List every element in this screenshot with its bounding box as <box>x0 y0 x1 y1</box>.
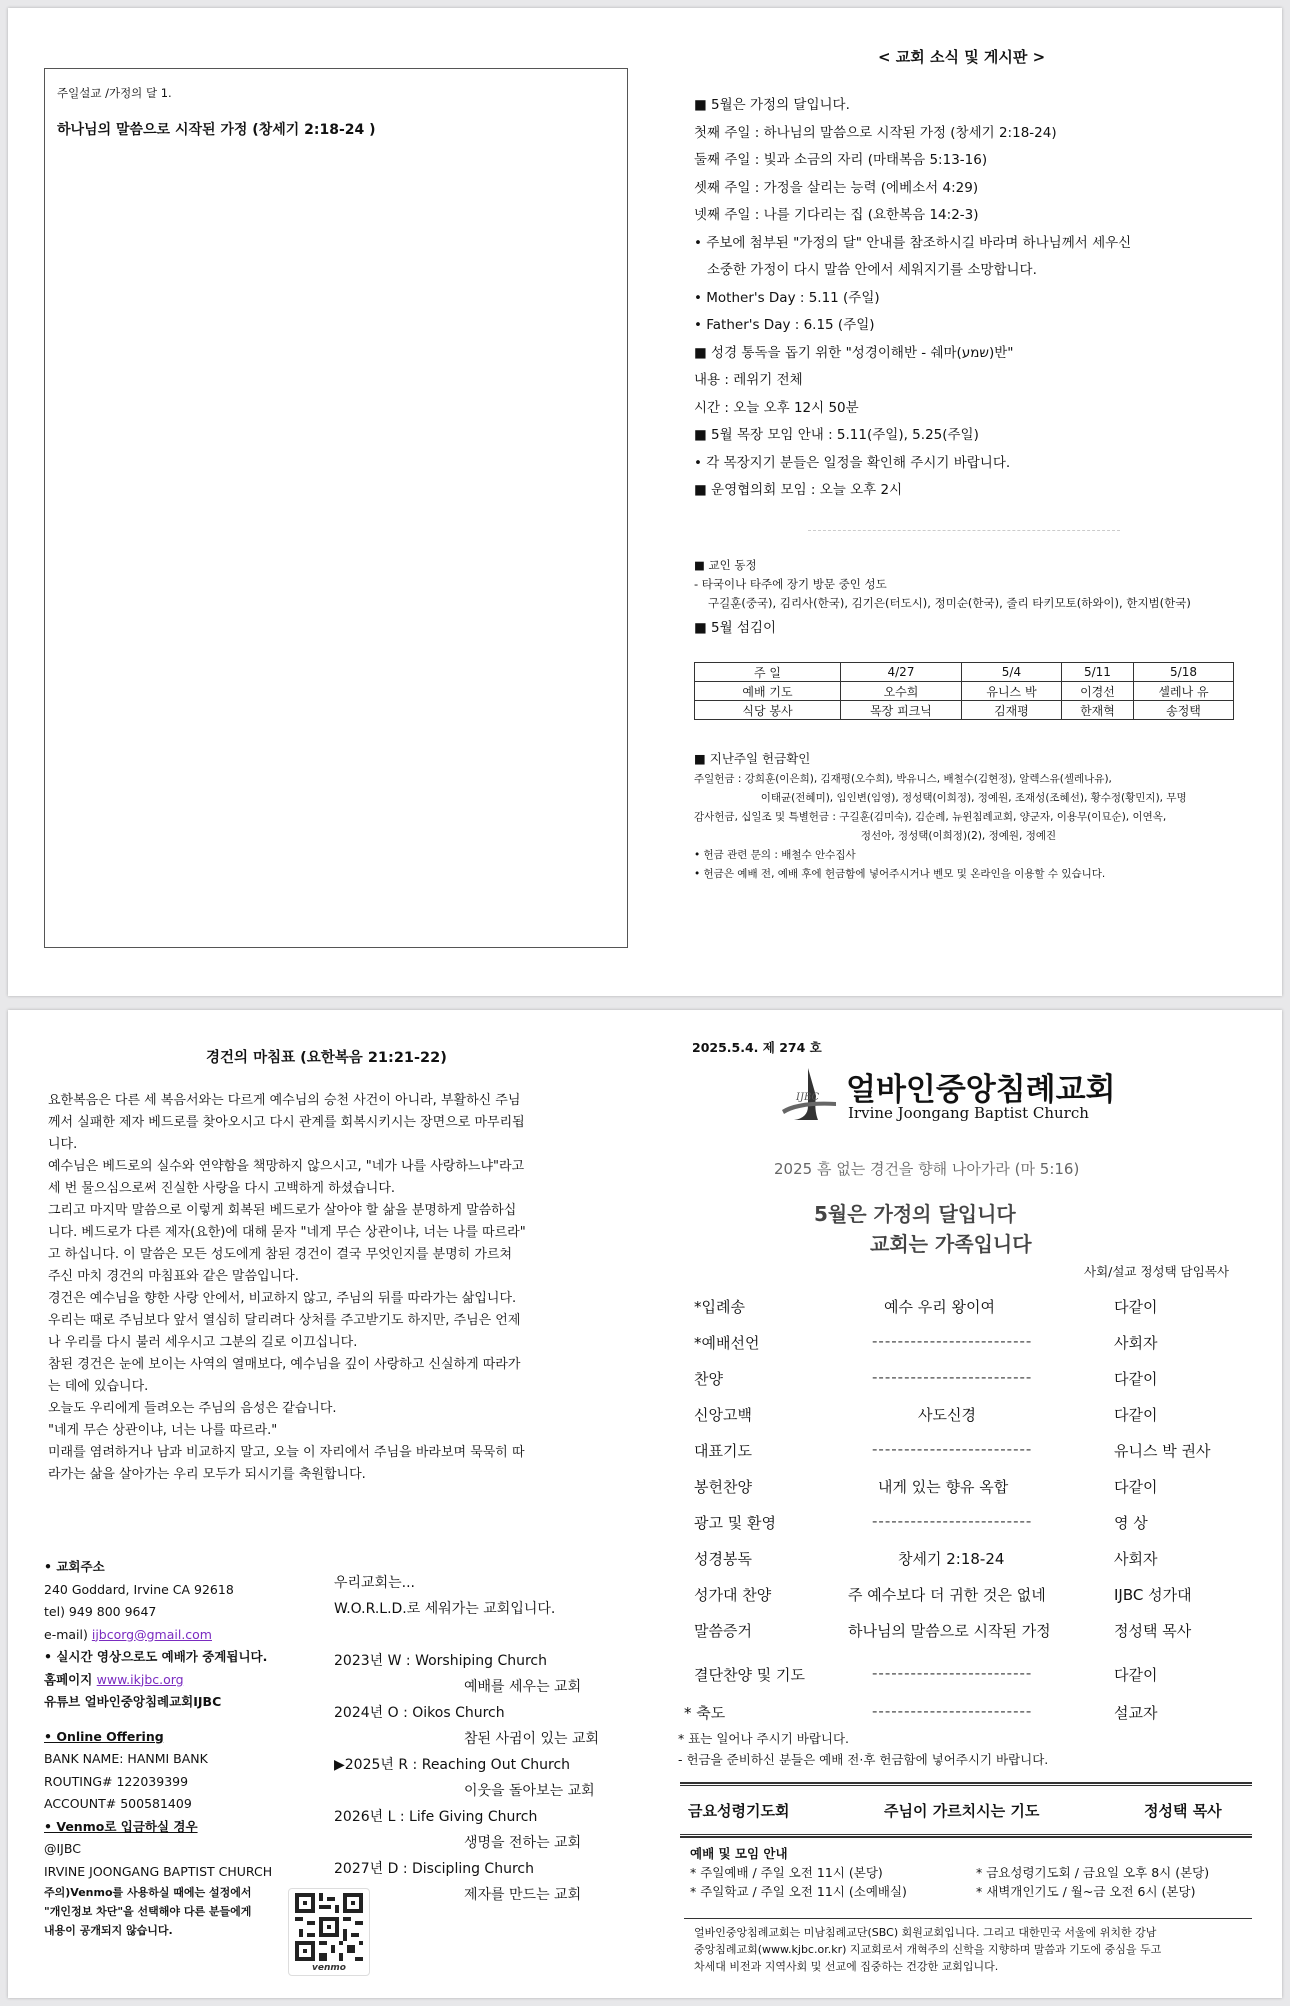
order-row <box>684 1702 1244 1726</box>
order-row <box>684 1296 1244 1320</box>
homepage-link[interactable]: www.ikjbc.org <box>96 1671 184 1687</box>
venmo-note: 내용이 공개되지 않습니다. <box>44 1924 173 1937</box>
order-content: ------------------------- <box>872 1702 1033 1720</box>
news-title: < 교회 소식 및 게시판 > <box>878 48 1046 66</box>
homepage-label: 홈페이지 <box>44 1671 97 1687</box>
prayer-band <box>680 1792 1252 1828</box>
yearly-motto: 2025 흠 없는 경건을 향해 나아가라 (마 5:16) <box>774 1160 1080 1178</box>
world-year: ▶2025년 R : Reaching Out Church <box>334 1757 571 1773</box>
table-header-row <box>695 663 1234 682</box>
sermon-title: 하나님의 말씀으로 시작된 가정 (창세기 2:18-24 ) <box>57 122 376 138</box>
news-line: 셋째 주일 : 가정을 살리는 능력 (에베소서 4:29) <box>694 179 979 196</box>
prayer-band-left: 금요성령기도회 <box>688 1802 790 1820</box>
order-row <box>684 1584 1244 1608</box>
divider <box>808 530 1120 531</box>
offering-line: 이태균(전혜미), 임인변(임영), 정성택(이희정), 정예원, 조재성(조혜선), 황수정(황민지), 무명 <box>694 792 1187 804</box>
bulletin-page-bottom <box>8 1010 1282 1998</box>
table-cell: 이경선 <box>1061 682 1133 701</box>
devotion-line: 께서 실패한 제자 베드로를 찾아오시고 다시 관계를 회복시키시는 장면으로 마무리됩 <box>48 1115 525 1130</box>
news-line: 시간 : 오늘 오후 12시 50분 <box>694 399 859 416</box>
world-desc: 예배를 세우는 교회 <box>464 1679 582 1695</box>
venmo-qr-code <box>288 1888 370 1976</box>
devotion-line: 나 우리를 다시 불러 세우시고 그분의 길로 이끄십니다. <box>48 1335 358 1350</box>
offering-line: 감사헌금, 십일조 및 특별헌금 : 구길훈(김미숙), 김순례, 뉴윈침례교회, 양군자, 이용무(이묘순), 이연옥, <box>694 811 1167 823</box>
world-desc: 이웃을 돌아보는 교회 <box>464 1783 595 1799</box>
meetings-title: 예배 및 모임 안내 <box>690 1846 788 1861</box>
table-cell: 5/11 <box>1061 663 1133 682</box>
order-content: 사도신경 <box>918 1406 976 1424</box>
news-line: ■ 5월 목장 모임 안내 : 5.11(주일), 5.25(주일) <box>694 427 979 443</box>
offering-note: • 헌금 관련 문의 : 배철수 안수집사 <box>694 849 856 861</box>
meeting-item: * 새벽개인기도 / 월~금 오전 6시 (본당) <box>976 1884 1196 1899</box>
devotion-line: 주신 마치 경건의 마침표와 같은 말씀입니다. <box>48 1269 299 1284</box>
order-row <box>684 1332 1244 1356</box>
devotion-line: 경건은 예수님을 향한 사랑 안에서, 비교하지 않고, 주님의 뒤를 따라가는 삶입니다. <box>48 1291 517 1306</box>
table-cell: 4/27 <box>841 663 962 682</box>
bulletin-page-top <box>8 8 1282 996</box>
order-row <box>684 1404 1244 1428</box>
stream-note: • 실시간 영상으로도 예배가 중계됩니다. <box>44 1649 268 1664</box>
news-line: 내용 : 레위기 전체 <box>694 372 803 388</box>
meetings <box>690 1844 1210 1901</box>
order-item: *입례송 <box>694 1298 745 1316</box>
order-item: 대표기도 <box>694 1442 752 1460</box>
meetings-row <box>690 1863 1210 1882</box>
news-line: • Mother's Day : 5.11 (주일) <box>694 289 880 306</box>
prayer-band-mid: 주님이 가르치시는 기도 <box>884 1802 1040 1820</box>
servers-title: ■ 5월 섬김이 <box>694 620 777 636</box>
sermon-label: 주일설교 /가정의 달 1. <box>57 86 172 100</box>
order-note: - 헌금을 준비하신 분들은 예배 전·후 헌금함에 넣어주시기 바랍니다. <box>678 1752 1049 1767</box>
news-line: 넷째 주일 : 나를 기다리는 집 (요한복음 14:2-3) <box>694 207 979 223</box>
month-theme: 교회는 가족입니다 <box>870 1232 1032 1256</box>
order-item: 성경봉독 <box>694 1550 752 1568</box>
homepage-row <box>44 1669 272 1692</box>
news-line: 소중한 가정이 다시 말씀 안에서 세워지기를 소망합니다. <box>694 262 1037 278</box>
order-item: 찬양 <box>694 1370 723 1388</box>
devotion-line: 니다. 베드로가 다른 제자(요한)에 대해 묻자 "네게 무슨 상관이냐, 너는 나를 따르라" <box>48 1225 526 1240</box>
meetings-row <box>690 1882 1196 1901</box>
order-row <box>684 1476 1244 1500</box>
address: 240 Goddard, Irvine CA 92618 <box>44 1581 234 1597</box>
table-row <box>695 682 1234 701</box>
table-cell: 주 일 <box>695 663 841 682</box>
world-intro: 우리교회는... <box>334 1575 415 1591</box>
devotion-line: 세 번 물으심으로써 진실한 사랑을 다시 고백하게 하셨습니다. <box>48 1181 396 1196</box>
devotion-line: 고 하십니다. 이 말씀은 모든 성도에게 참된 경건이 결국 무엇인지를 분명히 가르쳐 <box>48 1247 513 1262</box>
email-label: e-mail) <box>44 1626 92 1642</box>
order-row <box>684 1368 1244 1392</box>
table-cell: 목장 피크닉 <box>841 701 962 720</box>
order-person: 영 상 <box>1114 1514 1148 1532</box>
church-name-english: Irvine Joongang Baptist Church <box>848 1104 1089 1122</box>
online-offering-title: • Online Offering <box>44 1728 164 1744</box>
order-of-worship <box>684 1288 1244 1722</box>
offering-title: ■ 지난주일 헌금확인 <box>694 751 811 766</box>
servers-table <box>694 662 1234 720</box>
table-cell: 5/18 <box>1134 663 1234 682</box>
venmo-name: IRVINE JOONGANG BAPTIST CHURCH <box>44 1863 273 1879</box>
devotion-line: 오늘도 우리에게 들려오는 주님의 음성은 같습니다. <box>48 1401 337 1416</box>
order-person: 다같이 <box>1114 1478 1158 1496</box>
world-year: 2026년 L : Life Giving Church <box>334 1809 538 1825</box>
phone: tel) 949 800 9647 <box>44 1604 157 1619</box>
order-person: 사회자 <box>1114 1550 1158 1568</box>
order-person: 다같이 <box>1114 1666 1158 1684</box>
account-number: ACCOUNT# 500581409 <box>44 1796 192 1811</box>
offering-section <box>694 748 1187 884</box>
devotion-title: 경건의 마침표 (요한복음 21:21-22) <box>206 1050 447 1066</box>
order-row <box>684 1440 1244 1464</box>
address-title: • 교회주소 <box>44 1559 105 1574</box>
devotion-line: 라가는 삶을 살아가는 우리 모두가 되시기를 축원합니다. <box>48 1467 366 1482</box>
world-desc: 제자를 만드는 교회 <box>464 1887 582 1903</box>
logo-mark: IJBC <box>796 1092 820 1103</box>
table-row <box>695 701 1234 720</box>
offering-line: 정선아, 정성택(이희정)(2), 정예원, 정예진 <box>694 830 1057 842</box>
members-section <box>694 556 1191 643</box>
table-cell: 김재평 <box>961 701 1061 720</box>
devotion-line: 예수님은 베드로의 실수와 연약함을 책망하지 않으시고, "네가 나를 사랑하느냐"라고 <box>48 1159 525 1174</box>
devotion-line: 미래를 염려하거나 남과 비교하지 말고, 오늘 이 자리에서 주님을 바라보며 묵묵히 따 <box>48 1445 525 1460</box>
order-content: ------------------------- <box>872 1664 1033 1682</box>
news-line: 첫째 주일 : 하나님의 말씀으로 시작된 가정 (창세기 2:18-24) <box>694 124 1057 141</box>
devotion-line: "네게 무슨 상관이냐, 너는 나를 따르라." <box>48 1423 278 1438</box>
order-person: IJBC 성가대 <box>1114 1586 1192 1604</box>
order-row <box>684 1664 1244 1688</box>
rule-double <box>680 1782 1252 1786</box>
order-notes <box>678 1728 1048 1770</box>
presider: 사회/설교 정성택 담임목사 <box>1084 1264 1229 1279</box>
order-person: 다같이 <box>1114 1370 1158 1388</box>
table-cell: 예배 기도 <box>695 682 841 701</box>
venmo-note: 주의)Venmo를 사용하실 때에는 설정에서 <box>44 1886 252 1899</box>
order-person: 사회자 <box>1114 1334 1158 1352</box>
footer-line: 차세대 비전과 지역사회 및 선교에 집중하는 건강한 교회입니다. <box>694 1960 999 1973</box>
world-intro: W.O.R.L.D.로 세워가는 교회입니다. <box>334 1601 556 1617</box>
table-cell: 식당 봉사 <box>695 701 841 720</box>
order-item: 봉헌찬양 <box>694 1478 752 1496</box>
news-line: ■ 성경 통독을 돕기 위한 "성경이해반 - 쉐마(שמע)반" <box>694 344 1014 361</box>
order-content: 주 예수보다 더 귀한 것은 없네 <box>848 1586 1046 1604</box>
world-vision <box>334 1570 599 1908</box>
order-content: 내게 있는 향유 옥합 <box>878 1478 1009 1496</box>
world-year: 2024년 O : Oikos Church <box>334 1705 505 1721</box>
order-item: 결단찬양 및 기도 <box>694 1666 805 1684</box>
members-line: - 타국이나 타주에 장기 방문 중인 성도 <box>694 577 887 591</box>
order-content: ------------------------- <box>872 1332 1033 1350</box>
order-content: ------------------------- <box>872 1368 1033 1386</box>
news-line: • 각 목장지기 분들은 일정을 확인해 주시기 바랍니다. <box>694 454 1011 471</box>
qr-code-icon <box>295 1893 363 1961</box>
order-person: 다같이 <box>1114 1406 1158 1424</box>
meeting-item: * 주일예배 / 주일 오전 11시 (본당) <box>690 1865 883 1880</box>
meeting-item: * 금요성령기도회 / 금요일 오후 8시 (본당) <box>976 1865 1210 1880</box>
order-note: * 표는 일어나 주시기 바랍니다. <box>678 1731 850 1746</box>
church-footer <box>694 1924 1161 1975</box>
table-cell: 오수희 <box>841 682 962 701</box>
footer-line: 얼바인중앙침례교회는 미남침례교단(SBC) 회원교회입니다. 그리고 대한민국 서울에 위치한 강남 <box>694 1926 1157 1939</box>
devotion-line: 그리고 마지막 말씀으로 이렇게 회복된 베드로가 살아야 할 삶을 분명하게 말씀하십 <box>48 1203 517 1218</box>
order-item: 신앙고백 <box>694 1406 752 1424</box>
table-cell: 송정택 <box>1134 701 1234 720</box>
news-line: 둘째 주일 : 빛과 소금의 자리 (마태복음 5:13-16) <box>694 152 988 168</box>
world-desc: 참된 사귐이 있는 교회 <box>464 1731 600 1747</box>
rule-double <box>680 1834 1252 1838</box>
news-line: ■ 운영협의회 모임 : 오늘 오후 2시 <box>694 482 903 498</box>
table-cell: 유니스 박 <box>961 682 1061 701</box>
devotion-line: 니다. <box>48 1137 78 1152</box>
venmo-title: • Venmo로 입금하실 경우 <box>44 1818 198 1834</box>
order-row <box>684 1512 1244 1536</box>
devotion-body <box>48 1090 526 1486</box>
devotion-line: 는 데에 있습니다. <box>48 1379 149 1394</box>
devotion-line: 참된 경건은 눈에 보이는 사역의 열매보다, 예수님을 깊이 사랑하고 신실하게 따라가 <box>48 1357 521 1372</box>
issue-number: 2025.5.4. 제 274 호 <box>692 1040 822 1055</box>
news-line: • Father's Day : 6.15 (주일) <box>694 317 875 333</box>
sermon-notes-box <box>44 68 628 948</box>
venmo-logo: venmo <box>312 1963 346 1973</box>
order-person: 유니스 박 권사 <box>1114 1442 1211 1460</box>
prayer-band-right: 정성택 목사 <box>1144 1802 1222 1820</box>
divider <box>684 1918 1252 1919</box>
order-person: 정성택 목사 <box>1114 1622 1192 1640</box>
church-name-korean: 얼바인중앙침례교회 <box>846 1072 1116 1108</box>
order-content: 창세기 2:18-24 <box>898 1550 1005 1568</box>
email-link[interactable]: ijbcorg@gmail.com <box>91 1626 212 1642</box>
routing-number: ROUTING# 122039399 <box>44 1773 189 1789</box>
bank-name: BANK NAME: HANMI BANK <box>44 1751 208 1766</box>
youtube: 유튜브 얼바인중앙침례교회IJBC <box>44 1694 222 1709</box>
church-logo <box>778 1066 840 1124</box>
order-content: 하나님의 말씀으로 시작된 가정 <box>848 1622 1051 1640</box>
order-content: ------------------------- <box>872 1440 1033 1458</box>
order-person: 설교자 <box>1114 1704 1158 1722</box>
venmo-note: "개인정보 차단"을 선택해야 다른 분들에게 <box>44 1905 252 1918</box>
order-row <box>684 1620 1244 1644</box>
order-content: ------------------------- <box>872 1512 1033 1530</box>
order-item: 말씀증거 <box>694 1622 752 1640</box>
news-line: ■ 5월은 가정의 달입니다. <box>694 97 850 113</box>
members-title: ■ 교인 동정 <box>694 558 757 572</box>
world-desc: 생명을 전하는 교회 <box>464 1835 582 1851</box>
footer-line: 중앙침례교회(www.kjbc.or.kr) 지교회로서 개혁주의 신학을 지향하며 말씀과 기도에 중심을 두고 <box>694 1943 1162 1956</box>
world-year: 2023년 W : Worshiping Church <box>334 1653 547 1669</box>
devotion-line: 요한복음은 다른 세 복음서와는 다르게 예수님의 승천 사건이 아니라, 부활하신 주님 <box>48 1093 521 1108</box>
devotion-line: 우리는 때로 주님보다 앞서 열심히 달리려다 상처를 주고받기도 하지만, 주님은 언제 <box>48 1313 521 1328</box>
members-line: 구길훈(중국), 김리사(한국), 김기은(터도시), 정미순(한국), 줄리 타키모토(하와이), 한지범(한국) <box>708 596 1191 610</box>
world-year: 2027년 D : Discipling Church <box>334 1861 534 1877</box>
email-row <box>44 1624 272 1647</box>
offering-line: 주일헌금 : 강희훈(이은희), 김재평(오수희), 박유니스, 배철수(김현정), 알렉스유(셀레나유), <box>694 773 1112 785</box>
news-line: • 주보에 첨부된 "가정의 달" 안내를 참조하시길 바라며 하나님께서 세우신 <box>694 234 1132 251</box>
table-cell: 5/4 <box>961 663 1061 682</box>
table-cell: 셀레나 유 <box>1134 682 1234 701</box>
month-theme: 5월은 가정의 달입니다 <box>814 1202 1016 1226</box>
order-item: *예배선언 <box>694 1334 760 1352</box>
order-person: 다같이 <box>1114 1298 1158 1316</box>
order-item: 광고 및 환영 <box>694 1514 776 1532</box>
order-item: 성가대 찬양 <box>694 1586 772 1604</box>
table-cell: 한재혁 <box>1061 701 1133 720</box>
order-content: 예수 우리 왕이여 <box>884 1298 995 1316</box>
meeting-item: * 주일학교 / 주일 오전 11시 (소예배실) <box>690 1884 907 1899</box>
order-row <box>684 1548 1244 1572</box>
church-info <box>44 1556 272 1940</box>
offering-note: • 헌금은 예배 전, 예배 후에 헌금함에 넣어주시거나 벤모 및 온라인을 이용할 수 있습니다. <box>694 868 1106 880</box>
venmo-id: @IJBC <box>44 1841 81 1856</box>
news-list <box>694 92 1131 505</box>
order-item: * 축도 <box>684 1704 726 1722</box>
